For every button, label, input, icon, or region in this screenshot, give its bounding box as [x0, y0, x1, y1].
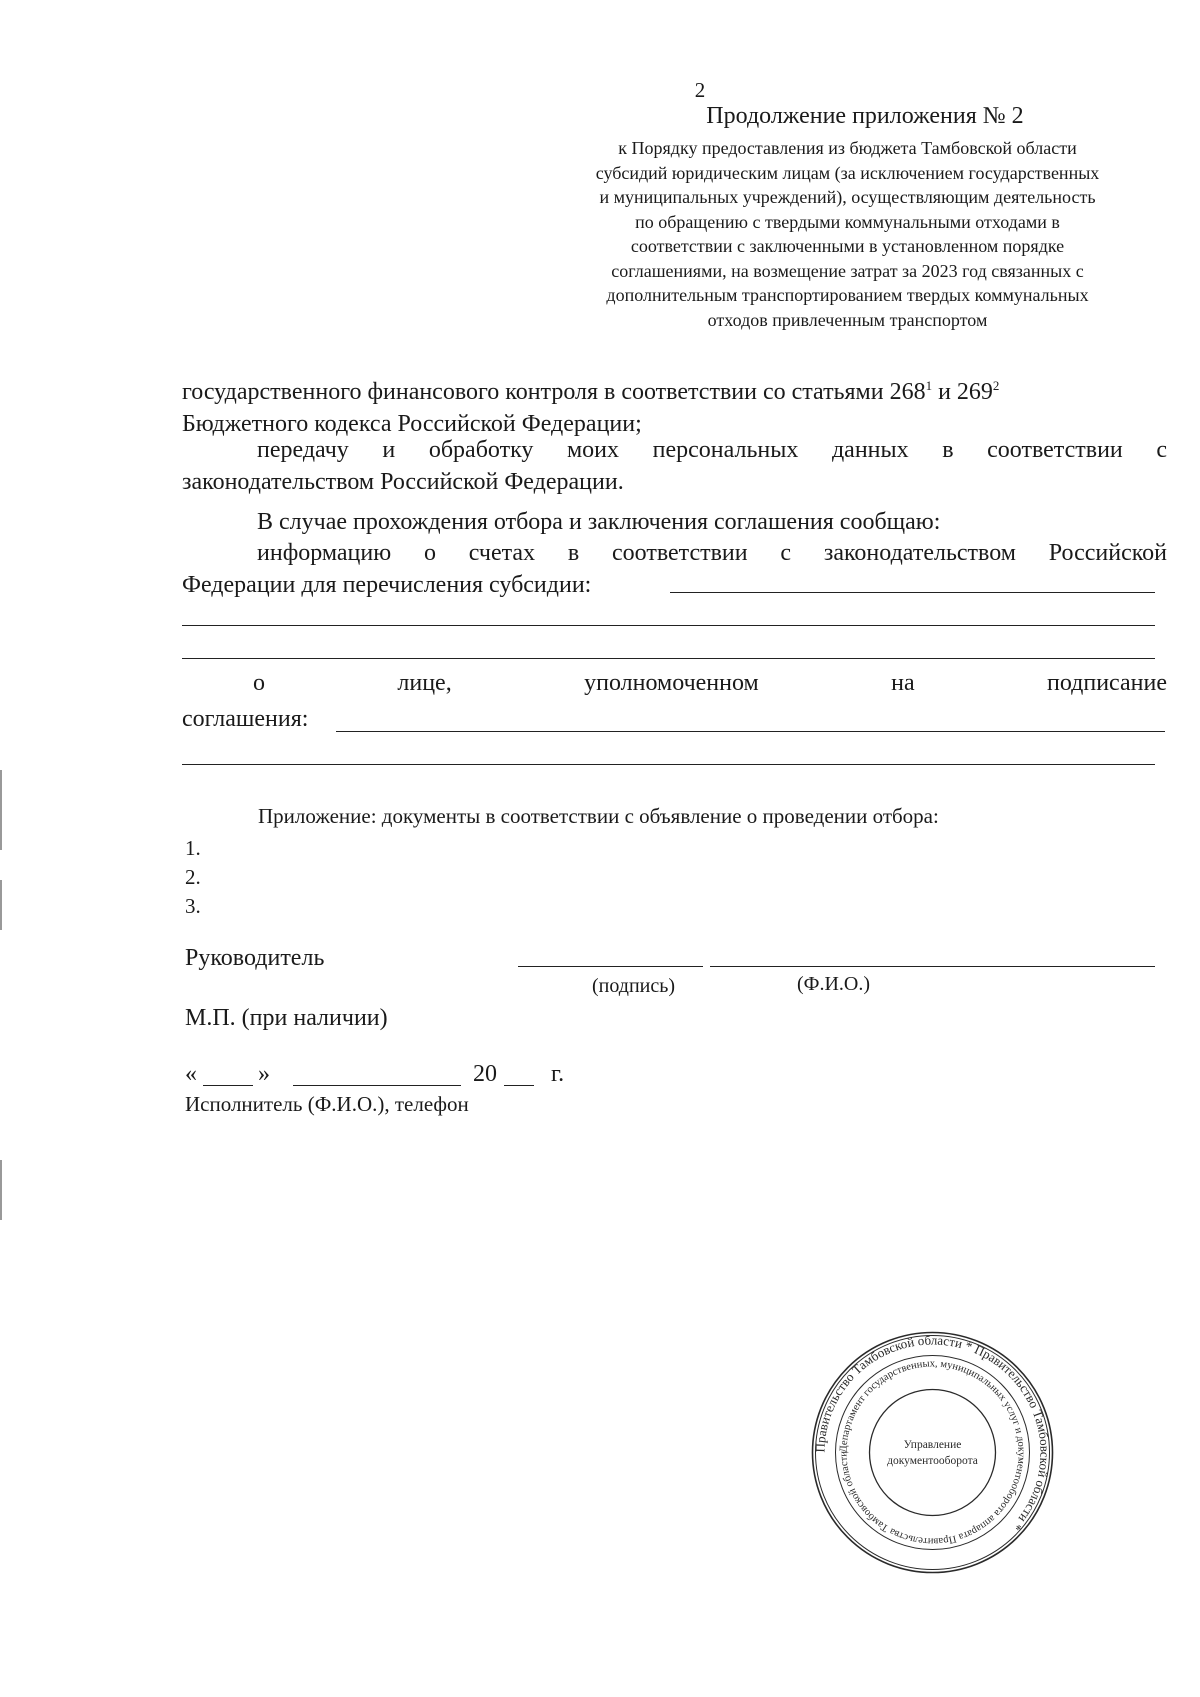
agreement-label: соглашения: [182, 706, 309, 732]
body-word: лице, [397, 670, 452, 696]
scan-edge-mark [0, 1160, 2, 1220]
subtitle-line: и муниципальных учреждений), осуществляющим деятельность [599, 187, 1096, 207]
authorized-person-fill-line[interactable] [336, 731, 1165, 732]
body-line: Бюджетного кодекса Российской Федерации; [182, 410, 642, 437]
scan-edge-mark [0, 770, 2, 850]
year-suffix: г. [551, 1061, 565, 1087]
stamp-inner-text: Департамент государственных, муниципальных услуг и документооборота аппарата Правительства Тамбовской области [838, 1358, 1027, 1547]
body-word: подписание [1047, 670, 1167, 696]
subtitle-line: отходов привлеченным транспортом [707, 309, 988, 330]
attachment-item: 1. [185, 836, 201, 860]
body-word: уполномоченном [584, 670, 759, 696]
body-text: и 269 [932, 379, 993, 405]
date-quote-open: « [185, 1061, 197, 1087]
attachment-item: 3. [185, 894, 201, 918]
superscript: 2 [992, 378, 1000, 393]
consent-paragraph-2 [182, 435, 1167, 498]
official-stamp [810, 1330, 1055, 1575]
subtitle-line: соглашениями, на возмещение затрат за 2023 год связанных с [611, 260, 1084, 281]
scan-edge-mark [0, 880, 2, 930]
body-word: о [253, 670, 265, 696]
authorized-person-fill-line[interactable] [182, 764, 1155, 765]
month-fill-line[interactable] [293, 1085, 461, 1086]
name-line[interactable] [710, 966, 1155, 967]
appendix-title: Продолжение приложения № 2 [706, 103, 1024, 129]
stamp-center-line: Управление [903, 1439, 962, 1451]
name-caption: (Ф.И.О.) [797, 973, 871, 995]
subtitle-line: субсидий юридическим лицам (за исключением государственных [595, 162, 1100, 183]
stamp-center-line: документооборота [887, 1455, 978, 1467]
account-fill-line[interactable] [182, 658, 1155, 659]
stamp-outer-text: Правительство Тамбовской области * Правительство Тамбовской области * [812, 1332, 1053, 1534]
signature-line[interactable] [518, 966, 703, 967]
subtitle-line: соответствии с заключенными в установленном порядке [630, 236, 1065, 256]
authorized-person-line [253, 670, 1167, 697]
superscript: 1 [925, 378, 933, 393]
body-word: на [891, 670, 915, 696]
stamp-graphic [810, 1330, 1055, 1575]
selection-paragraph: В случае прохождения отбора и заключения соглашения сообщаю: [257, 509, 941, 535]
consent-paragraph-1 [182, 370, 1167, 440]
subtitle-line: дополнительным транспортированием твердых коммунальных [606, 285, 1089, 305]
body-line: передачу и обработку моих персональных данных в соответствии с [257, 437, 1167, 463]
signature-caption: (подпись) [592, 975, 676, 997]
date-quote-close: » [258, 1061, 270, 1087]
day-fill-line[interactable] [203, 1085, 253, 1086]
seal-label: М.П. (при наличии) [185, 1005, 388, 1031]
executor-label: Исполнитель (Ф.И.О.), телефон [185, 1092, 469, 1116]
attachments-label: Приложение: документы в соответствии с объявление о проведении отбора: [258, 804, 939, 828]
year-fill-line[interactable] [504, 1085, 534, 1086]
attachment-item: 2. [185, 865, 201, 889]
account-fill-line[interactable] [182, 625, 1155, 626]
body-line: Федерации для перечисления субсидии: [182, 571, 592, 598]
body-line: информацию о счетах в соответствии с законодательством Российской [257, 540, 1167, 566]
body-text: государственного финансового контроля в соответствии со статьями 268 [182, 379, 926, 405]
year-prefix: 20 [473, 1061, 497, 1087]
body-line: законодательством Российской Федерации. [182, 468, 624, 495]
head-label: Руководитель [185, 945, 325, 971]
account-fill-line[interactable] [670, 592, 1155, 593]
subtitle-line: к Порядку предоставления из бюджета Тамбовской области [618, 138, 1077, 158]
page-number: 2 [694, 78, 706, 102]
subtitle-line: по обращению с твердыми коммунальными отходами в [635, 211, 1060, 232]
body-line [182, 370, 1167, 409]
appendix-subtitle [525, 136, 1170, 332]
